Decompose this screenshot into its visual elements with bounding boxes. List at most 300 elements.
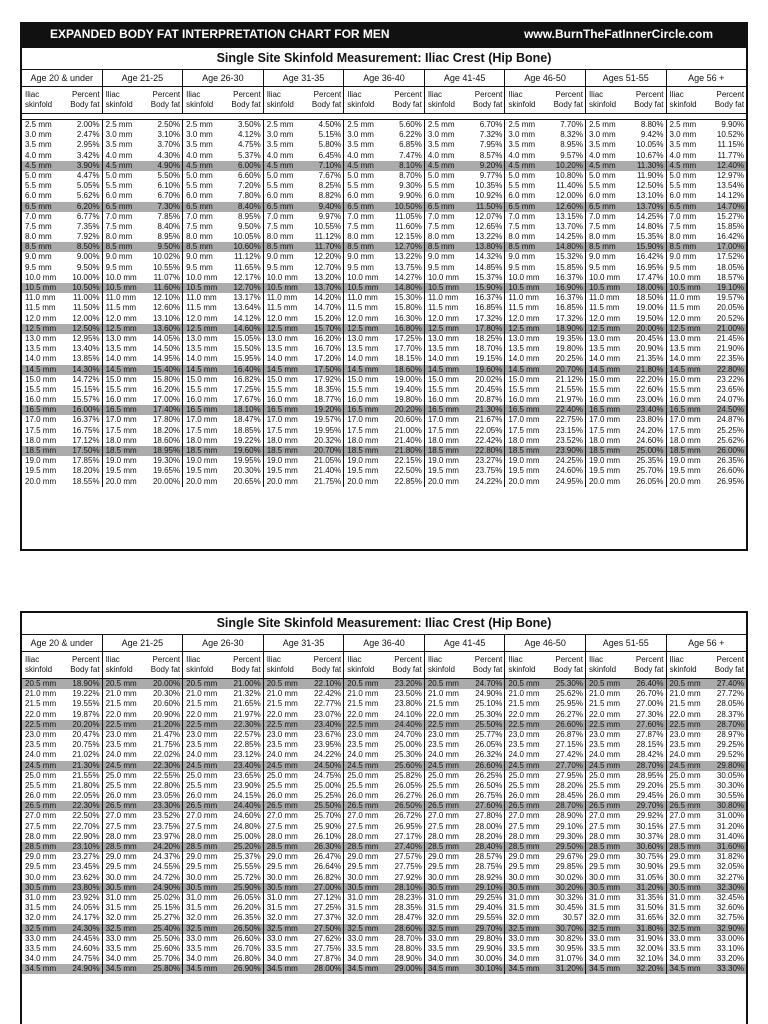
skinfold-mm-cell: 7.5 mm <box>669 221 697 231</box>
age-group-header: Ages 51-55 <box>586 70 667 86</box>
bodyfat-percent-cell: 2.95% <box>76 140 100 150</box>
row-cell-group <box>103 222 184 232</box>
row-cell-group <box>183 436 264 446</box>
row-cell-group <box>264 365 345 375</box>
skinfold-mm-cell: 10.5 mm <box>186 283 218 292</box>
bodyfat-percent-cell: 22.05% <box>475 425 503 435</box>
skinfold-mm-cell: 23.0 mm <box>25 729 57 739</box>
row-cell-group <box>183 456 264 466</box>
table-row <box>22 801 746 811</box>
row-cell-group <box>586 140 667 150</box>
bodyfat-percent-cell: 5.37% <box>238 150 261 160</box>
skinfold-column-header: Iliac skinfold <box>25 655 53 674</box>
bodyfat-percent-cell: 16.42% <box>636 252 664 262</box>
skinfold-mm-cell: 9.0 mm <box>669 252 697 262</box>
bodyfat-percent-cell: 9.42% <box>640 130 664 140</box>
row-cell-group <box>103 314 184 324</box>
bodyfat-percent-cell: 5.62% <box>76 191 100 201</box>
skinfold-mm-cell: 15.5 mm <box>266 384 298 394</box>
row-cell-group <box>264 924 345 934</box>
row-cell-group <box>667 436 747 446</box>
bodyfat-percent-cell: 9.97% <box>318 211 342 221</box>
row-cell-group <box>505 232 586 242</box>
bodyfat-percent-cell: 22.57% <box>233 729 261 739</box>
bodyfat-percent-cell: 21.00% <box>233 679 261 688</box>
skinfold-mm-cell: 6.5 mm <box>105 201 133 211</box>
bodyfat-percent-cell: 24.72% <box>152 872 181 882</box>
row-cell-group <box>667 730 747 740</box>
bodyfat-percent-cell: 22.35% <box>716 354 745 364</box>
bodyfat-percent-cell: 25.00% <box>314 780 342 790</box>
row-cell-group <box>505 405 586 415</box>
row-cell-group <box>183 720 264 730</box>
table-row <box>22 120 746 130</box>
row-cell-group <box>183 405 264 415</box>
bodyfat-percent-cell: 18.60% <box>394 364 422 374</box>
row-cell-group <box>505 252 586 262</box>
row-cell-group <box>344 801 425 811</box>
skinfold-mm-cell: 22.5 mm <box>427 719 459 729</box>
age-group-header: Age 21-25 <box>103 70 184 86</box>
bodyfat-percent-cell: 24.60% <box>72 943 100 953</box>
row-cell-group <box>667 232 747 242</box>
bodyfat-percent-cell: 12.50% <box>72 323 100 333</box>
skinfold-mm-cell: 29.5 mm <box>105 862 137 872</box>
bodyfat-percent-cell: 31.05% <box>636 872 664 882</box>
bodyfat-percent-cell: 16.85% <box>475 303 503 313</box>
row-cell-group <box>425 222 506 232</box>
bodyfat-percent-cell: 30.80% <box>716 801 745 811</box>
row-cell-group <box>505 761 586 771</box>
table-row <box>22 242 746 252</box>
bodyfat-percent-cell: 4.50% <box>318 120 342 129</box>
row-cell-group <box>586 334 667 344</box>
row-cell-group <box>425 446 506 456</box>
row-cell-group <box>586 781 667 791</box>
row-cell-group <box>103 395 184 405</box>
skinfold-mm-cell: 26.5 mm <box>347 801 379 811</box>
row-cell-group <box>505 710 586 720</box>
bodyfat-percent-cell: 18.20% <box>152 425 181 435</box>
bodyfat-percent-cell: 27.42% <box>555 750 583 760</box>
skinfold-mm-cell: 21.5 mm <box>105 699 137 709</box>
row-cell-group <box>103 212 184 222</box>
table-row <box>22 334 746 344</box>
row-cell-group <box>264 446 345 456</box>
bodyfat-percent-cell: 25.90% <box>233 882 261 892</box>
skinfold-mm-cell: 22.0 mm <box>105 709 137 719</box>
bodyfat-percent-cell: 12.17% <box>233 272 261 282</box>
row-cell-group <box>183 252 264 262</box>
skinfold-mm-cell: 27.5 mm <box>588 821 621 831</box>
skinfold-mm-cell: 14.5 mm <box>588 364 621 374</box>
row-cell-group <box>586 954 667 964</box>
row-cell-group <box>264 324 345 334</box>
row-cell-group <box>586 822 667 832</box>
bodyfat-percent-cell: 19.57% <box>314 415 342 425</box>
row-cell-group <box>344 202 425 212</box>
skinfold-mm-cell: 4.0 mm <box>186 150 213 160</box>
skinfold-mm-cell: 29.5 mm <box>588 862 621 872</box>
table-row <box>22 252 746 262</box>
bodyfat-percent-cell: 25.62% <box>716 435 745 445</box>
skinfold-mm-cell: 31.5 mm <box>508 903 540 913</box>
skinfold-mm-cell: 15.5 mm <box>105 384 137 394</box>
bodyfat-percent-cell: 6.77% <box>76 211 100 221</box>
bodyfat-percent-cell: 12.00% <box>555 191 583 201</box>
table-row <box>22 222 746 232</box>
skinfold-mm-cell: 11.0 mm <box>588 293 620 303</box>
bodyfat-percent-cell: 14.20% <box>314 293 342 303</box>
skinfold-mm-cell: 5.0 mm <box>105 170 133 180</box>
row-cell-group <box>425 283 506 293</box>
data-rows <box>22 120 746 487</box>
row-cell-group <box>22 699 103 709</box>
skinfold-mm-cell: 15.5 mm <box>25 384 57 394</box>
skinfold-mm-cell: 16.0 mm <box>25 395 57 405</box>
row-cell-group <box>586 151 667 161</box>
skinfold-mm-cell: 26.5 mm <box>186 801 218 811</box>
bodyfat-percent-cell: 23.52% <box>555 435 583 445</box>
skinfold-mm-cell: 30.5 mm <box>25 882 57 892</box>
skinfold-mm-cell: 25.5 mm <box>588 780 621 790</box>
bodyfat-percent-cell: 21.80% <box>394 446 422 455</box>
skinfold-mm-cell: 24.0 mm <box>266 750 298 760</box>
skinfold-mm-cell: 13.0 mm <box>427 333 459 343</box>
row-cell-group <box>667 862 747 872</box>
skinfold-mm-cell: 12.0 mm <box>266 313 298 323</box>
skinfold-mm-cell: 17.5 mm <box>427 425 459 435</box>
row-cell-group <box>22 801 103 811</box>
skinfold-mm-cell: 22.5 mm <box>266 719 298 729</box>
skinfold-mm-cell: 25.5 mm <box>427 780 459 790</box>
row-cell-group <box>425 944 506 954</box>
bodyfat-percent-cell: 12.95% <box>72 333 100 343</box>
skinfold-mm-cell: 23.5 mm <box>186 740 218 750</box>
skinfold-mm-cell: 13.0 mm <box>105 333 137 343</box>
bodyfat-percent-cell: 17.40% <box>152 405 181 415</box>
bodyfat-percent-cell: 23.20% <box>394 679 422 688</box>
skinfold-column-header: Iliac skinfold <box>186 90 214 109</box>
bodyfat-percent-cell: 29.70% <box>475 923 503 933</box>
row-cell-group <box>505 801 586 811</box>
bodyfat-percent-cell: 18.15% <box>394 354 422 364</box>
bodyfat-percent-cell: 24.60% <box>555 466 583 476</box>
row-cell-group <box>264 750 345 760</box>
skinfold-mm-cell: 19.5 mm <box>186 466 218 476</box>
skinfold-mm-cell: 21.5 mm <box>266 699 298 709</box>
row-cell-group <box>103 273 184 283</box>
skinfold-column-header: Iliac skinfold <box>508 655 536 674</box>
bodyfat-percent-cell: 23.22% <box>716 374 745 384</box>
skinfold-mm-cell: 13.5 mm <box>508 344 540 354</box>
table-row <box>22 852 746 862</box>
row-cell-group <box>103 130 184 140</box>
skinfold-mm-cell: 20.0 mm <box>266 476 298 486</box>
bodyfat-percent-cell: 25.35% <box>636 456 664 466</box>
skinfold-mm-cell: 9.5 mm <box>266 262 294 272</box>
column-header-row <box>22 652 746 679</box>
row-cell-group <box>586 934 667 944</box>
skinfold-mm-cell: 27.5 mm <box>266 821 298 831</box>
row-cell-group <box>667 811 747 821</box>
skinfold-mm-cell: 22.0 mm <box>669 709 701 719</box>
bodyfat-percent-cell: 26.60% <box>475 760 503 770</box>
bodyfat-percent-cell: 6.00% <box>238 160 261 170</box>
row-cell-group <box>183 242 264 252</box>
table-row <box>22 934 746 944</box>
skinfold-mm-cell: 34.0 mm <box>427 954 459 964</box>
bodyfat-percent-cell: 14.60% <box>233 323 261 333</box>
bodyfat-percent-cell: 25.50% <box>152 933 181 943</box>
skinfold-mm-cell: 34.0 mm <box>508 954 540 964</box>
row-cell-group <box>183 161 264 171</box>
bodyfat-percent-cell: 30.55% <box>716 791 745 801</box>
row-cell-group <box>505 822 586 832</box>
skinfold-mm-cell: 27.0 mm <box>186 811 218 821</box>
table-row <box>22 842 746 852</box>
skinfold-mm-cell: 4.5 mm <box>427 160 455 170</box>
row-cell-group <box>505 883 586 893</box>
table-row <box>22 720 746 730</box>
bodyfat-percent-cell: 14.25% <box>636 211 664 221</box>
bodyfat-percent-cell: 16.85% <box>555 303 583 313</box>
row-cell-group <box>425 873 506 883</box>
row-cell-group <box>264 181 345 191</box>
skinfold-mm-cell: 23.0 mm <box>186 729 218 739</box>
row-cell-group <box>667 375 747 385</box>
skinfold-mm-cell: 30.5 mm <box>427 882 459 892</box>
skinfold-mm-cell: 22.5 mm <box>25 719 57 729</box>
skinfold-mm-cell: 30.5 mm <box>266 882 298 892</box>
skinfold-mm-cell: 8.5 mm <box>25 242 52 252</box>
bodyfat-percent-cell: 24.50% <box>716 405 745 415</box>
skinfold-mm-cell: 14.5 mm <box>427 364 459 374</box>
row-cell-group <box>425 151 506 161</box>
row-cell-group <box>667 801 747 811</box>
bodyfat-percent-cell: 12.70% <box>314 262 342 272</box>
skinfold-mm-cell: 18.5 mm <box>25 446 57 455</box>
bodyfat-percent-cell: 20.70% <box>555 364 583 374</box>
row-cell-group <box>264 130 345 140</box>
age-group-header: Age 46-50 <box>505 70 586 86</box>
bodyfat-percent-cell: 26.60% <box>233 933 261 943</box>
skinfold-mm-cell: 8.0 mm <box>347 232 374 242</box>
bodyfat-percent-cell: 24.40% <box>394 719 422 729</box>
skinfold-mm-cell: 3.0 mm <box>25 130 52 140</box>
skinfold-mm-cell: 10.0 mm <box>508 272 540 282</box>
row-cell-group <box>425 964 506 974</box>
skinfold-mm-cell: 3.5 mm <box>427 140 455 150</box>
row-cell-group <box>183 883 264 893</box>
bodyfat-percent-cell: 15.90% <box>475 283 503 292</box>
row-cell-group <box>505 324 586 334</box>
row-cell-group <box>103 883 184 893</box>
skinfold-mm-cell: 12.5 mm <box>669 323 701 333</box>
row-cell-group <box>505 832 586 842</box>
bodyfat-percent-cell: 26.50% <box>394 801 422 811</box>
bodyfat-percent-cell: 17.70% <box>394 344 422 354</box>
bodyfat-percent-cell: 18.70% <box>475 344 503 354</box>
row-cell-group <box>22 679 103 689</box>
row-cell-group <box>344 893 425 903</box>
row-cell-group <box>425 730 506 740</box>
skinfold-mm-cell: 13.5 mm <box>25 344 57 354</box>
bodyfat-percent-cell: 20.45% <box>636 333 664 343</box>
row-cell-group <box>505 913 586 923</box>
skinfold-column-header: Iliac skinfold <box>347 90 375 109</box>
bodyfat-percent-cell: 21.80% <box>636 364 664 374</box>
row-cell-group <box>505 426 586 436</box>
skinfold-mm-cell: 7.0 mm <box>105 211 133 221</box>
skinfold-mm-cell: 22.5 mm <box>508 719 540 729</box>
row-cell-group <box>22 893 103 903</box>
table-row <box>22 873 746 883</box>
bodyfat-percent-cell: 25.00% <box>233 831 261 841</box>
skinfold-mm-cell: 25.5 mm <box>508 780 540 790</box>
row-cell-group <box>505 477 586 487</box>
bodyfat-percent-cell: 33.00% <box>716 933 745 943</box>
bodyfat-percent-cell: 13.22% <box>394 252 422 262</box>
skinfold-mm-cell: 25.5 mm <box>347 780 379 790</box>
bodyfat-percent-cell: 24.80% <box>233 821 261 831</box>
row-cell-group <box>667 761 747 771</box>
skinfold-mm-cell: 29.0 mm <box>508 852 540 862</box>
bodyfat-percent-cell: 21.00% <box>394 425 422 435</box>
bodyfat-percent-cell: 10.80% <box>555 170 583 180</box>
bodyfat-percent-cell: 13.54% <box>716 181 745 191</box>
row-cell-group <box>344 151 425 161</box>
skinfold-mm-cell: 15.5 mm <box>669 384 701 394</box>
skinfold-mm-cell: 20.5 mm <box>25 679 57 688</box>
table-row <box>22 181 746 191</box>
bodyfat-percent-cell: 2.47% <box>76 130 100 140</box>
table-row <box>22 191 746 201</box>
bodyfat-percent-cell: 21.65% <box>233 699 261 709</box>
bodyfat-percent-cell: 26.27% <box>555 709 583 719</box>
bodyfat-percent-cell: 8.80% <box>640 120 664 129</box>
bodyfat-percent-cell: 26.05% <box>394 780 422 790</box>
skinfold-mm-cell: 13.5 mm <box>588 344 621 354</box>
row-cell-group <box>667 750 747 760</box>
bodyfat-percent-cell: 26.75% <box>475 791 503 801</box>
skinfold-mm-cell: 27.0 mm <box>25 811 57 821</box>
bodyfat-percent-cell: 27.15% <box>555 740 583 750</box>
skinfold-mm-cell: 23.0 mm <box>588 729 621 739</box>
row-cell-group <box>103 415 184 425</box>
row-cell-group <box>667 395 747 405</box>
skinfold-mm-cell: 15.0 mm <box>105 374 137 384</box>
row-cell-group <box>103 456 184 466</box>
skinfold-mm-cell: 9.5 mm <box>105 262 133 272</box>
bodyfat-percent-cell: 23.45% <box>72 862 100 872</box>
skinfold-mm-cell: 26.5 mm <box>105 801 137 811</box>
bodyfat-percent-cell: 5.05% <box>76 181 100 191</box>
row-cell-group <box>22 242 103 252</box>
row-cell-group <box>586 893 667 903</box>
row-cell-group <box>425 303 506 313</box>
row-cell-group <box>22 436 103 446</box>
row-cell-group <box>505 212 586 222</box>
row-cell-group <box>103 171 184 181</box>
bodyfat-percent-cell: 16.00% <box>72 405 100 415</box>
bodyfat-percent-cell: 21.45% <box>716 333 745 343</box>
skinfold-mm-cell: 13.0 mm <box>669 333 701 343</box>
row-cell-group <box>667 263 747 273</box>
skinfold-mm-cell: 21.5 mm <box>508 699 540 709</box>
age-group-header: Age 31-35 <box>264 70 345 86</box>
website-url: www.BurnTheFatInnerCircle.com <box>524 27 713 41</box>
bodyfat-percent-cell: 33.20% <box>716 954 745 964</box>
skinfold-mm-cell: 7.5 mm <box>105 221 133 231</box>
bodyfat-percent-cell: 28.20% <box>475 831 503 841</box>
bodyfat-percent-cell: 26.95% <box>394 821 422 831</box>
bodyfat-percent-cell: 19.87% <box>72 709 100 719</box>
row-cell-group <box>344 710 425 720</box>
bodyfat-percent-cell: 5.15% <box>318 130 342 140</box>
skinfold-mm-cell: 15.0 mm <box>25 374 57 384</box>
skinfold-mm-cell: 22.0 mm <box>25 709 57 719</box>
bodyfat-percent-cell: 17.00% <box>716 242 745 252</box>
row-cell-group <box>264 710 345 720</box>
row-cell-group <box>425 140 506 150</box>
row-cell-group <box>183 385 264 395</box>
bodyfat-percent-cell: 30.37% <box>636 831 664 841</box>
bodyfat-percent-cell: 12.70% <box>233 283 261 292</box>
bodyfat-percent-cell: 13.70% <box>636 201 664 211</box>
column-header-group <box>425 87 506 113</box>
bodyfat-percent-cell: 25.62% <box>555 689 583 699</box>
age-group-header: Age 41-45 <box>425 70 506 86</box>
skinfold-mm-cell: 7.5 mm <box>186 221 213 231</box>
bodyfat-percent-cell: 17.52% <box>716 252 745 262</box>
row-cell-group <box>183 293 264 303</box>
bodyfat-percent-cell: 16.42% <box>716 232 745 242</box>
skinfold-mm-cell: 22.0 mm <box>266 709 298 719</box>
skinfold-mm-cell: 31.5 mm <box>105 903 137 913</box>
row-cell-group <box>22 862 103 872</box>
row-cell-group <box>425 324 506 334</box>
skinfold-mm-cell: 19.0 mm <box>105 456 137 466</box>
bodyfat-percent-cell: 24.22% <box>314 750 342 760</box>
skinfold-mm-cell: 9.5 mm <box>186 262 213 272</box>
row-cell-group <box>425 405 506 415</box>
skinfold-mm-cell: 29.0 mm <box>588 852 621 862</box>
row-cell-group <box>667 283 747 293</box>
bodyfat-percent-cell: 25.50% <box>475 719 503 729</box>
skinfold-mm-cell: 20.0 mm <box>427 476 459 486</box>
skinfold-mm-cell: 5.5 mm <box>588 181 616 191</box>
skinfold-mm-cell: 9.5 mm <box>588 262 616 272</box>
skinfold-mm-cell: 10.0 mm <box>186 272 218 282</box>
row-cell-group <box>425 913 506 923</box>
bodyfat-percent-cell: 4.47% <box>76 170 100 180</box>
skinfold-mm-cell: 22.0 mm <box>588 709 621 719</box>
bodyfat-percent-cell: 26.32% <box>475 750 503 760</box>
bodyfat-percent-cell: 23.40% <box>314 719 342 729</box>
bodyfat-percent-cell: 26.60% <box>555 719 583 729</box>
skinfold-mm-cell: 13.5 mm <box>186 344 218 354</box>
bodyfat-percent-cell: 28.70% <box>716 719 745 729</box>
skinfold-mm-cell: 19.5 mm <box>508 466 540 476</box>
row-cell-group <box>183 750 264 760</box>
row-cell-group <box>425 466 506 476</box>
bodyfat-percent-cell: 24.75% <box>314 770 342 780</box>
row-cell-group <box>264 720 345 730</box>
bodyfat-percent-cell: 23.27% <box>475 456 503 466</box>
row-cell-group <box>425 679 506 689</box>
table-title: Single Site Skinfold Measurement: Iliac Crest (Hip Bone) <box>22 48 746 70</box>
